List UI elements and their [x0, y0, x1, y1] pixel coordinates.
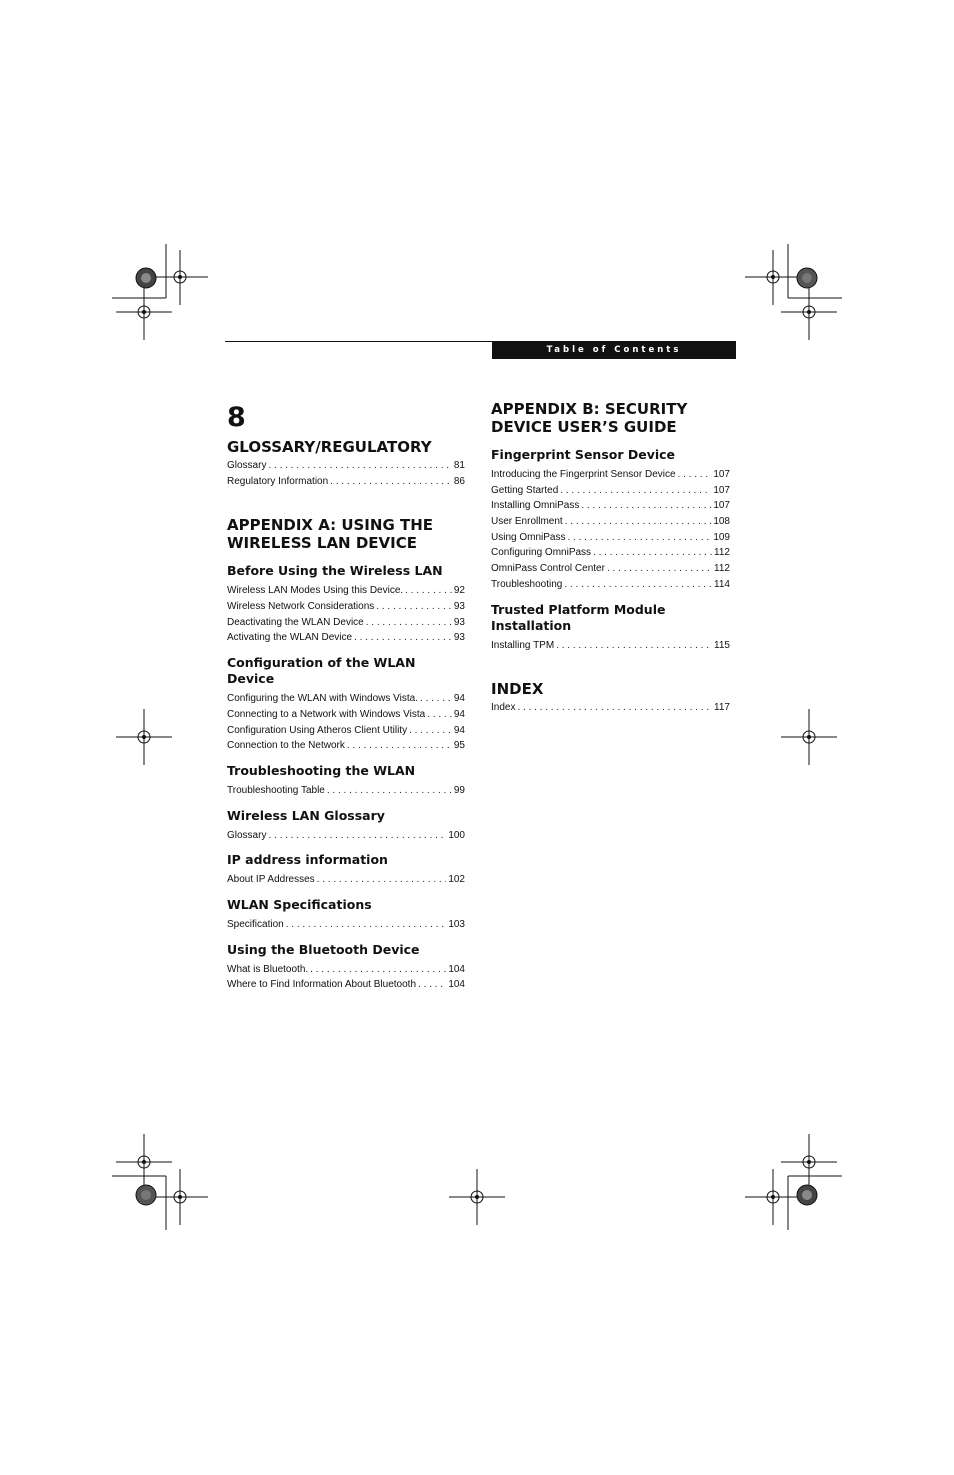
subsection-spacer	[227, 646, 465, 655]
toc-entry-page: 117	[714, 702, 730, 714]
toc-entry-page: 115	[714, 639, 730, 651]
section-title: APPENDIX A: USING THE WIRELESS LAN DEVICE	[227, 516, 434, 553]
left-column	[227, 400, 465, 993]
toc-entry-page: 104	[448, 963, 465, 975]
toc-entry-title: Glossary	[227, 460, 267, 471]
section-spacer	[227, 489, 465, 516]
toc-entry-list	[227, 458, 465, 489]
toc-entry[interactable]	[227, 474, 465, 490]
toc-entry[interactable]	[227, 723, 465, 739]
toc-entry-page: 103	[448, 918, 465, 930]
leader-dots	[268, 458, 451, 474]
subsection-spacer	[227, 888, 465, 897]
leader-dots	[327, 783, 452, 799]
toc-entry-page: 99	[453, 784, 465, 796]
toc-entry-title: Troubleshooting Table	[227, 784, 325, 796]
leader-dots	[678, 467, 712, 483]
subsection-spacer	[227, 754, 465, 763]
toc-entry[interactable]	[227, 872, 465, 888]
toc-entry-page: 81	[453, 460, 465, 471]
toc-entry-list	[491, 700, 730, 716]
toc-entry-page: 86	[453, 475, 465, 487]
toc-entry-page: 112	[714, 563, 730, 575]
toc-entry[interactable]	[227, 977, 465, 993]
toc-entry-title: Getting Started	[491, 484, 559, 496]
toc-entry-page: 100	[448, 829, 465, 841]
toc-entry[interactable]	[491, 700, 730, 716]
toc-entry[interactable]	[227, 691, 465, 707]
toc-entry-title: Installing OmniPass	[491, 500, 580, 512]
leader-dots	[593, 545, 712, 561]
right-column	[491, 400, 730, 716]
chapter-number: 8	[227, 402, 246, 433]
section-title: INDEX	[491, 680, 544, 699]
subsection-title: Configuration of the WLAN Device	[227, 655, 416, 687]
toc-entry-page: 94	[453, 693, 465, 705]
leader-dots	[581, 498, 711, 514]
section-spacer	[491, 653, 730, 680]
leader-dots	[565, 514, 712, 530]
leader-dots	[347, 738, 452, 754]
toc-entry-title: Troubleshooting	[491, 578, 563, 590]
toc-entry[interactable]	[227, 599, 465, 615]
toc-entry-page: 114	[714, 578, 730, 590]
subsection-title: Using the Bluetooth Device	[227, 941, 420, 957]
toc-entry-page: 108	[713, 516, 730, 528]
toc-entry-title: Installing TPM	[491, 639, 555, 651]
section-title: APPENDIX B: SECURITY DEVICE USER’S GUIDE	[491, 400, 688, 436]
leader-dots	[286, 917, 447, 933]
toc-entry-page: 104	[448, 979, 465, 991]
leader-dots	[330, 474, 452, 490]
toc-entry-page: 107	[713, 469, 730, 480]
toc-entry[interactable]	[227, 828, 465, 844]
leader-dots	[420, 691, 452, 707]
toc-entry-page: 93	[453, 601, 465, 613]
leader-dots	[560, 483, 711, 499]
toc-entry-title: Specification	[227, 918, 284, 930]
subsection-title: Trusted Platform Module Installation	[491, 601, 666, 633]
leader-dots	[268, 828, 446, 844]
toc-entry-list	[491, 638, 730, 654]
toc-entry-title: Configuring the WLAN with Windows Vista.	[227, 693, 419, 705]
subsection-spacer	[491, 593, 730, 602]
toc-entry-list	[227, 917, 465, 933]
toc-entry-title: Where to Find Information About Bluetooth	[227, 979, 416, 991]
toc-entry-page: 107	[713, 484, 730, 496]
leader-dots	[556, 638, 712, 654]
toc-entry-title: Index	[491, 702, 516, 714]
toc-entry-page: 93	[453, 632, 465, 644]
header-tab-label: Table of Contents	[492, 342, 736, 359]
leader-dots	[317, 872, 447, 888]
toc-entry-page: 112	[714, 547, 730, 559]
subsection-spacer	[227, 554, 465, 563]
toc-entry-title: Configuring OmniPass	[491, 547, 592, 559]
toc-entry[interactable]	[227, 615, 465, 631]
subsection-spacer	[227, 843, 465, 852]
leader-dots	[354, 630, 452, 646]
toc-entry-title: Glossary	[227, 829, 267, 841]
toc-entry[interactable]	[491, 577, 730, 593]
toc-entry[interactable]	[227, 707, 465, 723]
toc-entry-title: What is Bluetooth.	[227, 963, 309, 975]
subsection-title: Before Using the Wireless LAN	[227, 563, 443, 579]
leader-dots	[517, 700, 712, 716]
leader-dots	[409, 723, 452, 739]
subsection-spacer	[491, 438, 730, 447]
toc-entry-list	[227, 691, 465, 754]
subsection-title: Wireless LAN Glossary	[227, 807, 385, 823]
toc-entry-page: 102	[448, 874, 465, 886]
subsection-title: Troubleshooting the WLAN	[227, 762, 416, 778]
subsection-title: WLAN Specifications	[227, 896, 372, 912]
toc-entry-title: Wireless Network Considerations	[227, 601, 375, 613]
toc-entry-title: Activating the WLAN Device	[227, 632, 353, 644]
toc-entry-list	[491, 467, 730, 593]
leader-dots	[427, 707, 452, 723]
toc-entry[interactable]	[491, 498, 730, 514]
leader-dots	[607, 561, 712, 577]
toc-entry-list	[227, 828, 465, 844]
subsection-title: IP address information	[227, 852, 388, 868]
toc-entry[interactable]	[491, 530, 730, 546]
toc-entry-page: 95	[453, 740, 465, 752]
toc-entry-page: 109	[713, 531, 730, 543]
toc-entry-title: About IP Addresses	[227, 874, 315, 886]
leader-dots	[567, 530, 711, 546]
toc-entry-page: 93	[453, 616, 465, 628]
toc-entry[interactable]	[227, 962, 465, 978]
leader-dots	[405, 583, 452, 599]
toc-entry-list	[227, 583, 465, 646]
toc-entry-title: Connection to the Network	[227, 740, 345, 752]
toc-entry[interactable]	[227, 458, 465, 474]
section-title: GLOSSARY/REGULATORY	[227, 438, 432, 456]
toc-entry[interactable]	[491, 545, 730, 561]
toc-entry[interactable]	[491, 467, 730, 483]
toc-entry[interactable]	[227, 917, 465, 933]
toc-entry-page: 107	[713, 500, 730, 512]
toc-entry[interactable]	[491, 514, 730, 530]
subsection-title: Fingerprint Sensor Device	[491, 447, 676, 462]
leader-dots	[418, 977, 446, 993]
toc-entry[interactable]	[227, 783, 465, 799]
subsection-spacer	[227, 933, 465, 942]
toc-entry[interactable]	[227, 630, 465, 646]
leader-dots	[366, 615, 452, 631]
toc-entry-page: 94	[453, 724, 465, 736]
toc-entry-page: 92	[453, 585, 465, 597]
toc-entry-list	[227, 962, 465, 993]
toc-entry-title: Wireless LAN Modes Using this Device.	[227, 585, 404, 597]
toc-entry[interactable]	[227, 738, 465, 754]
toc-entry-page: 94	[453, 708, 465, 720]
toc-entry-title: Using OmniPass	[491, 531, 566, 543]
toc-entry-title: Introducing the Fingerprint Sensor Device	[491, 469, 676, 480]
toc-entry-title: Connecting to a Network with Windows Vista	[227, 708, 426, 720]
toc-entry[interactable]	[227, 583, 465, 599]
toc-entry-title: User Enrollment	[491, 516, 563, 528]
leader-dots	[376, 599, 452, 615]
toc-entry[interactable]	[491, 483, 730, 499]
leader-dots	[564, 577, 712, 593]
toc-entry-title: OmniPass Control Center	[491, 563, 605, 575]
toc-entry-title: Deactivating the WLAN Device	[227, 616, 364, 628]
toc-entry[interactable]	[491, 638, 730, 654]
toc-entry-title: Regulatory Information	[227, 475, 329, 487]
subsection-spacer	[227, 799, 465, 808]
toc-entry[interactable]	[491, 561, 730, 577]
toc-entry-title: Configuration Using Atheros Client Utility	[227, 724, 408, 736]
toc-entry-list	[227, 872, 465, 888]
toc-entry-list	[227, 783, 465, 799]
leader-dots	[310, 962, 446, 978]
